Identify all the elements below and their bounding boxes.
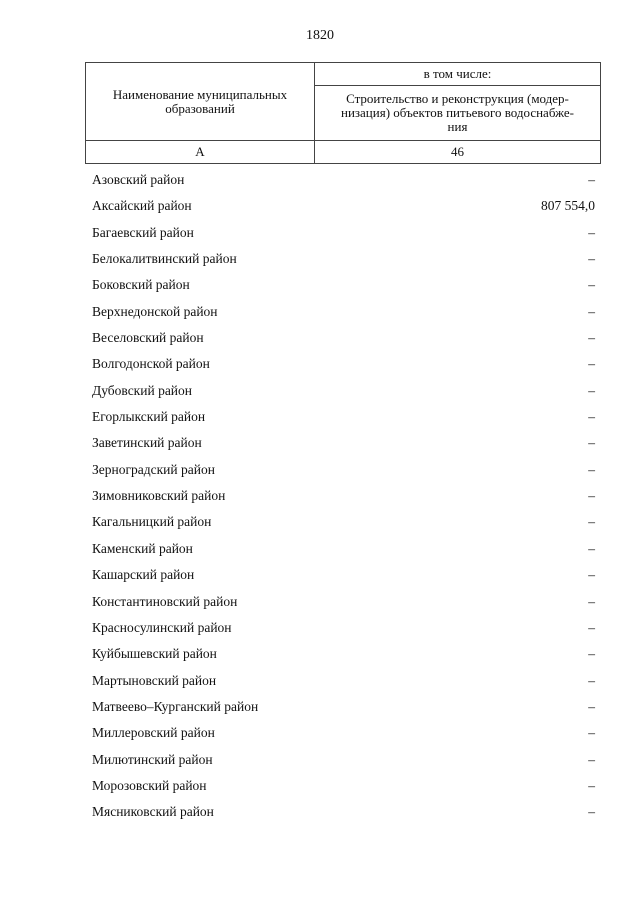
district-name: Кагальницкий район: [92, 514, 212, 530]
construction-line: ния: [447, 119, 468, 134]
column-code-value: 46: [315, 141, 601, 164]
table-header: [85, 62, 601, 164]
district-value: –: [588, 488, 595, 504]
district-value: –: [588, 382, 595, 398]
column-code-name: А: [86, 141, 315, 164]
district-value: –: [588, 435, 595, 451]
column-header-construction: [315, 86, 601, 141]
table-row: [85, 220, 601, 246]
district-name: Матвеево–Курганский район: [92, 698, 259, 714]
district-value: –: [588, 330, 595, 346]
table-row: [85, 615, 601, 641]
construction-line: Строительство и реконструкция (модер-: [346, 91, 569, 106]
district-value: –: [588, 172, 595, 187]
table-row: [85, 167, 601, 193]
table-row: [85, 536, 601, 562]
table-row: [85, 720, 601, 746]
table-row: [85, 193, 601, 219]
district-value: –: [588, 540, 595, 556]
column-header-name: Наименование муниципальных образований: [86, 63, 315, 141]
district-value: –: [588, 593, 595, 609]
district-value: –: [588, 698, 595, 714]
district-name: Кашарский район: [92, 567, 195, 583]
table-row: [85, 483, 601, 509]
district-name: Заветинский район: [92, 435, 202, 451]
table-row: [85, 668, 601, 694]
table-row: [85, 694, 601, 720]
district-name: Константиновский район: [92, 593, 238, 609]
construction-line: низация) объектов питьевого водоснабже-: [340, 105, 575, 120]
district-value: –: [588, 672, 595, 688]
table-row: [85, 773, 601, 799]
table-row: [85, 299, 601, 325]
district-name: Зимовниковский район: [92, 488, 226, 504]
district-name: Волгодонской район: [92, 356, 210, 372]
district-value: –: [588, 277, 595, 293]
column-header-including: в том числе:: [315, 63, 601, 86]
district-name: Милютинский район: [92, 751, 213, 767]
district-name: Белокалитвинский район: [92, 251, 237, 267]
table-row: [85, 509, 601, 535]
page-number: 1820: [306, 28, 334, 43]
district-name: Боковский район: [92, 277, 190, 293]
table-row: [85, 272, 601, 298]
district-name: Морозовский район: [92, 777, 207, 793]
district-name: Куйбышевский район: [92, 646, 217, 662]
district-value: –: [588, 804, 595, 820]
district-name: Егорлыкский район: [92, 409, 206, 425]
district-value: –: [588, 646, 595, 662]
district-value: –: [588, 303, 595, 319]
table-row: [85, 589, 601, 615]
district-name: Мясниковский район: [92, 804, 214, 820]
district-name: Багаевский район: [92, 224, 194, 240]
table-row: [85, 747, 601, 773]
district-name: Красносулинский район: [92, 619, 232, 635]
district-value: –: [588, 751, 595, 767]
district-value: –: [588, 514, 595, 530]
table-row: [85, 562, 601, 588]
table-row: [85, 799, 601, 825]
district-value: –: [588, 224, 595, 240]
district-name: Аксайский район: [92, 198, 192, 214]
table-row: [85, 404, 601, 430]
district-name: Мартыновский район: [92, 672, 217, 688]
district-name: Каменский район: [92, 540, 193, 556]
district-value: –: [588, 725, 595, 741]
district-name: Веселовский район: [92, 330, 204, 346]
table-row: [85, 246, 601, 272]
table-row: [85, 378, 601, 404]
district-name: Дубовский район: [92, 382, 193, 398]
district-value: –: [588, 619, 595, 635]
district-name: Верхнедонской район: [92, 303, 218, 319]
district-value: –: [588, 567, 595, 583]
table-row: [85, 641, 601, 667]
district-list: [85, 167, 601, 826]
table-row: [85, 325, 601, 351]
district-value: –: [588, 461, 595, 477]
district-value: –: [588, 409, 595, 425]
district-value: –: [588, 356, 595, 372]
district-name: Зерноградский район: [92, 461, 215, 477]
district-name: Миллеровский район: [92, 725, 215, 741]
district-value: –: [588, 251, 595, 267]
table-row: [85, 457, 601, 483]
district-value: 807 554,0: [541, 198, 595, 214]
district-value: –: [588, 777, 595, 793]
table-row: [85, 351, 601, 377]
district-name: Азовский район: [92, 172, 185, 187]
table-row: [85, 430, 601, 456]
